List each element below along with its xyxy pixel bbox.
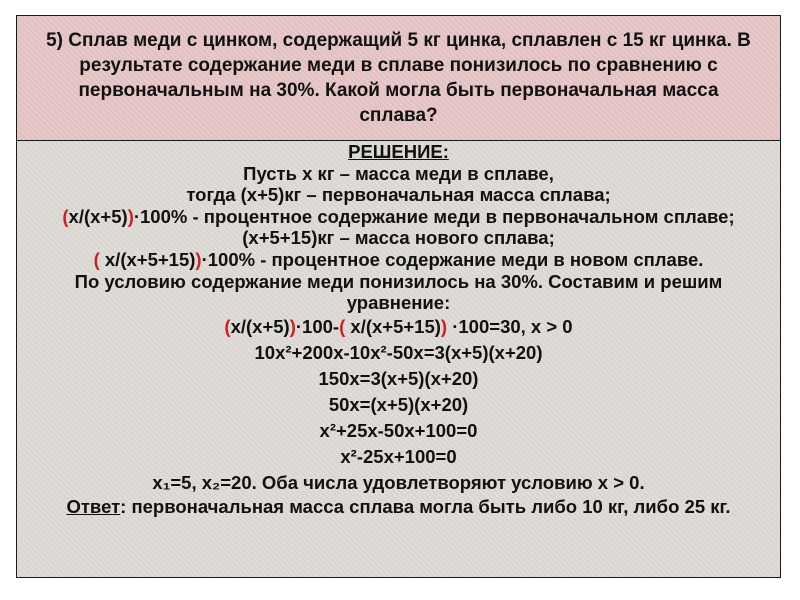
solution-line-4: [25, 249, 772, 271]
equation-line: [25, 314, 772, 340]
equation-step: 50х=(х+5)(х+20): [328, 393, 469, 415]
paren-close: ): [127, 205, 134, 227]
problem-text: 5) Сплав меди с цинком, содержащий 5 кг цинка, сплавлен с 15 кг цинка. В результате содержание меди в сплаве понизилось по сравнению с первоначальным на 30%. Какой могла быть первоначальная масса сплава?: [46, 30, 751, 126]
equation-mid: ·100-: [295, 315, 340, 337]
line-4-text: ·100% - процентное содержание меди в новом сплаве.: [201, 248, 704, 270]
equation-step: х²+25х-50х+100=0: [319, 419, 478, 441]
line-3-text: ·100% - процентное содержание меди в первоначальном сплаве; (х+5+15)кг – масса нового сплава;: [133, 205, 735, 249]
paren-open: (: [339, 315, 351, 337]
paren-open: (: [224, 315, 231, 337]
fraction-expr: х/(х+5): [68, 205, 128, 227]
fraction-expr: х/(х+5): [230, 315, 290, 337]
solution-line-5: По условию содержание меди понизилось на 30%. Составим и решим уравнение:: [74, 270, 723, 314]
paren-close: ): [440, 315, 448, 337]
equation-step: х²-25х+100=0: [340, 445, 457, 467]
slide: [16, 15, 781, 578]
paren-open: (: [62, 205, 69, 227]
answer-text: : первоначальная масса сплава могла быть либо 10 кг, либо 25 кг.: [120, 495, 731, 517]
problem-box: [17, 16, 780, 141]
equation-step: 150х=3(х+5)(х+20): [318, 367, 479, 389]
solution-box: [17, 141, 780, 577]
equation-step: 10х²+200х-10х²-50х=3(х+5)(х+20): [254, 341, 543, 363]
answer-label: Ответ: [66, 495, 121, 517]
solution-line-1: Пусть х кг – масса меди в сплаве,: [243, 162, 554, 184]
equation-rest: ·100=30, х > 0: [447, 315, 573, 337]
solution-heading: РЕШЕНИЕ:: [348, 141, 449, 162]
solution-line-3: [25, 206, 772, 249]
paren-close: ): [289, 315, 296, 337]
paren-close: ): [195, 248, 202, 270]
solution-line-2: тогда (х+5)кг – первоначальная масса сплава;: [186, 184, 611, 206]
fraction-expr: х/(х+5+15): [104, 248, 196, 270]
roots-line: х₁=5, х₂=20. Оба числа удовлетворяют условию х > 0.: [152, 471, 645, 493]
paren-open: (: [93, 248, 105, 270]
answer-line: [25, 496, 772, 518]
fraction-expr: х/(х+5+15): [350, 315, 441, 337]
